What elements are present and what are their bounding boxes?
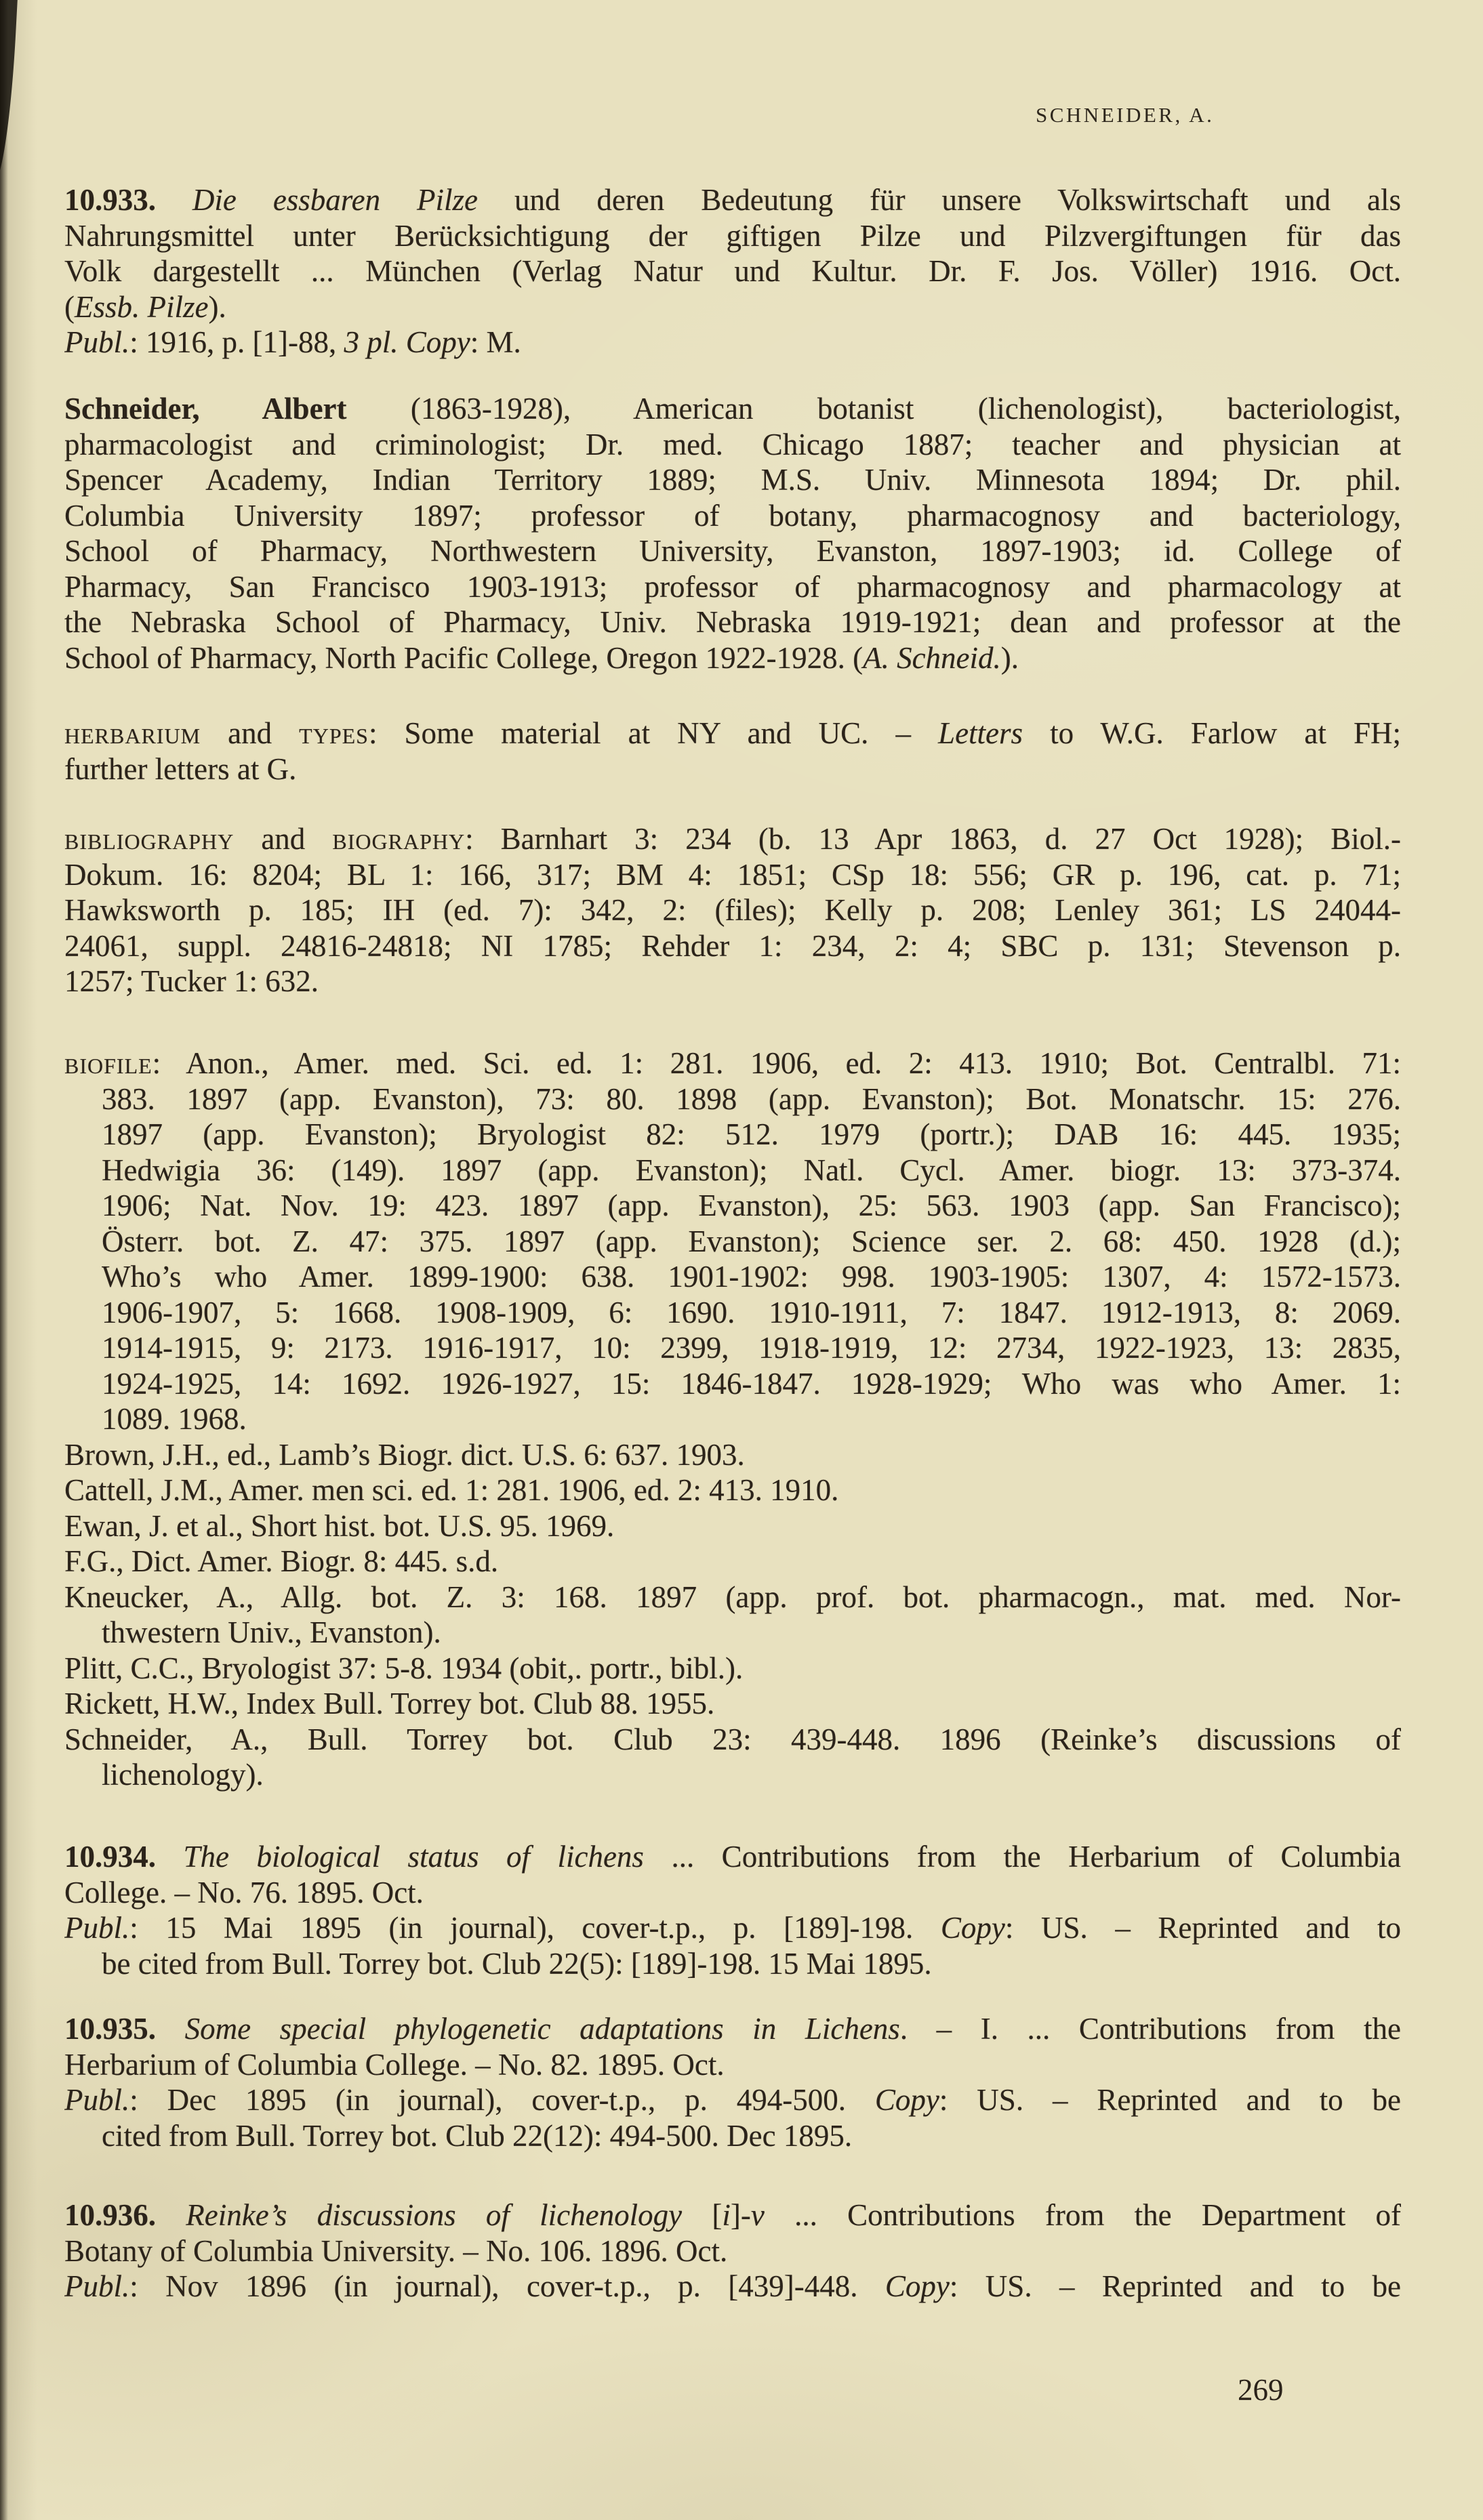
text-line: herbarium and types: Some material at NY and UC. – Letters to W.G. Farlow at FH; xyxy=(64,716,1401,750)
text-line: Kneucker, A., Allg. bot. Z. 3: 168. 1897 (app. prof. bot. pharmacogn., mat. med. Nor- xyxy=(64,1579,1401,1614)
herbarium-types-paragraph xyxy=(64,716,1401,787)
running-head: SCHNEIDER, A. xyxy=(1036,103,1215,127)
text-line: Publ.: Nov 1896 (in journal), cover-t.p., p. [439]-448. Copy: US. – Reprinted and to be xyxy=(64,2269,1401,2303)
text-line: Schneider, A., Bull. Torrey bot. Club 23: 439-448. 1896 (Reinke’s discussions of xyxy=(64,1722,1401,1756)
text-line: the Nebraska School of Pharmacy, Univ. Nebraska 1919-1921; dean and professor at the xyxy=(64,605,1401,639)
text-line: School of Pharmacy, Northwestern University, Evanston, 1897-1903; id. College of xyxy=(64,534,1401,568)
scan-edge-shadow xyxy=(0,0,8,2520)
text-line: 10.934. The biological status of lichens ... Contributions from the Herbarium of Columbia xyxy=(64,1840,1401,1874)
text-line: Rickett, H.W., Index Bull. Torrey bot. Club 88. 1955. xyxy=(64,1687,715,1720)
text-line: School of Pharmacy, North Pacific College, Oregon 1922-1928. (A. Schneid.). xyxy=(64,640,1019,675)
text-line: 1914-1915, 9: 2173. 1916-1917, 10: 2399, 1918-1919, 12: 2734, 1922-1923, 13: 2835, xyxy=(102,1331,1401,1365)
text-line: 1906; Nat. Nov. 19: 423. 1897 (app. Evanston), 25: 563. 1903 (app. San Francisco); xyxy=(102,1189,1401,1222)
text-line: lichenology). xyxy=(102,1758,264,1792)
text-line: pharmacologist and criminologist; Dr. med. Chicago 1887; teacher and physician at xyxy=(64,427,1401,461)
text-line: Publ.: 1916, p. [1]-88, 3 pl. Copy: M. xyxy=(64,325,521,359)
text-line: Herbarium of Columbia College. – No. 82. 1895. Oct. xyxy=(64,2047,725,2082)
text-line: (Essb. Pilze). xyxy=(64,289,226,324)
text-line: Publ.: Dec 1895 (in journal), cover-t.p., p. 494-500. Copy: US. – Reprinted and to be xyxy=(64,2083,1401,2117)
text-line: biofile: Anon., Amer. med. Sci. ed. 1: 281. 1906, ed. 2: 413. 1910; Bot. Centralbl. 71: xyxy=(64,1046,1401,1080)
text-line: 10.933. Die essbaren Pilze und deren Bedeutung für unsere Volkswirtschaft und als xyxy=(64,183,1401,217)
entry-10936 xyxy=(64,2197,1401,2305)
text-line: 10.935. Some special phylogenetic adaptations in Lichens. – I. ... Contributions from the xyxy=(64,2012,1401,2046)
text-line: Publ.: 15 Mai 1895 (in journal), cover-t.p., p. [189]-198. Copy: US. – Reprinted and to xyxy=(64,1911,1401,1945)
text-line: bibliography and biography: Barnhart 3: 234 (b. 13 Apr 1863, d. 27 Oct 1928); Biol.- xyxy=(64,822,1401,856)
text-line: Österr. bot. Z. 47: 375. 1897 (app. Evanston); Science ser. 2. 68: 450. 1928 (d.); xyxy=(102,1224,1401,1258)
bibliography-paragraph xyxy=(64,821,1401,999)
text-line: Columbia University 1897; professor of botany, pharmacognosy and bacteriology, xyxy=(64,498,1401,533)
text-line: further letters at G. xyxy=(64,751,297,786)
text-line: Spencer Academy, Indian Territory 1889; M.S. Univ. Minnesota 1894; Dr. phil. xyxy=(64,463,1401,497)
text-line: Brown, J.H., ed., Lamb’s Biogr. dict. U.S. 6: 637. 1903. xyxy=(64,1437,745,1472)
text-line: Ewan, J. et al., Short hist. bot. U.S. 95. 1969. xyxy=(64,1508,615,1543)
text-line: 10.936. Reinke’s discussions of lichenology [i]-v ... Contributions from the Department of xyxy=(64,2198,1401,2232)
text-line: 1089. 1968. xyxy=(102,1402,247,1436)
scan-corner-shadow xyxy=(0,0,19,184)
text-line: 1906-1907, 5: 1668. 1908-1909, 6: 1690. 1910-1911, 7: 1847. 1912-1913, 8: 2069. xyxy=(102,1295,1401,1329)
text-line: be cited from Bull. Torrey bot. Club 22(5): [189]-198. 15 Mai 1895. xyxy=(102,1946,932,1981)
text-line: 1924-1925, 14: 1692. 1926-1927, 15: 1846-1847. 1928-1929; Who was who Amer. 1: xyxy=(102,1366,1401,1401)
text-line: Hedwigia 36: (149). 1897 (app. Evanston); Natl. Cycl. Amer. biogr. 13: 373-374. xyxy=(102,1153,1401,1187)
text-line: 1897 (app. Evanston); Bryologist 82: 512. 1979 (portr.); DAB 16: 445. 1935; xyxy=(102,1117,1401,1151)
text-line: Pharmacy, San Francisco 1903-1913; professor of pharmacognosy and pharmacology at xyxy=(64,569,1401,604)
text-line: 383. 1897 (app. Evanston), 73: 80. 1898 (app. Evanston); Bot. Monatschr. 15: 276. xyxy=(102,1081,1401,1116)
text-line: College. – No. 76. 1895. Oct. xyxy=(64,1875,424,1909)
entry-10935 xyxy=(64,2011,1401,2153)
text-line: 24061, suppl. 24816-24818; NI 1785; Rehder 1: 234, 2: 4; SBC p. 131; Stevenson p. xyxy=(64,928,1401,963)
text-line: F.G., Dict. Amer. Biogr. 8: 445. s.d. xyxy=(64,1544,499,1578)
text-line: Dokum. 16: 8204; BL 1: 166, 317; BM 4: 1851; CSp 18: 556; GR p. 196, cat. p. 71; xyxy=(64,857,1401,892)
text-line: Volk dargestellt ... München (Verlag Natur und Kultur. Dr. F. Jos. Völler) 1916. Oct. xyxy=(64,254,1401,288)
text-line: Nahrungsmittel unter Berücksichtigung der giftigen Pilze und Pilzvergiftungen für das xyxy=(64,218,1401,253)
text-line: Cattell, J.M., Amer. men sci. ed. 1: 281. 1906, ed. 2: 413. 1910. xyxy=(64,1473,839,1507)
entry-10934 xyxy=(64,1839,1401,1981)
entry-10933 xyxy=(64,182,1401,360)
biography-paragraph xyxy=(64,391,1401,676)
text-line: Hawksworth p. 185; IH (ed. 7): 342, 2: (files); Kelly p. 208; Lenley 361; LS 24044- xyxy=(64,893,1401,927)
page-number: 269 xyxy=(1238,2373,1284,2407)
text-line: cited from Bull. Torrey bot. Club 22(12): 494-500. Dec 1895. xyxy=(102,2118,853,2153)
text-line: Who’s who Amer. 1899-1900: 638. 1901-1902: 998. 1903-1905: 1307, 4: 1572-1573. xyxy=(102,1260,1401,1294)
biofile-paragraph xyxy=(64,1046,1401,1793)
text-line: Botany of Columbia University. – No. 106. 1896. Oct. xyxy=(64,2233,728,2268)
text-line: Schneider, Albert (1863-1928), American botanist (lichenologist), bacteriologist, xyxy=(64,392,1401,426)
text-line: 1257; Tucker 1: 632. xyxy=(64,964,319,998)
text-line: thwestern Univ., Evanston). xyxy=(102,1615,441,1649)
text-line: Plitt, C.C., Bryologist 37: 5-8. 1934 (obit,. portr., bibl.). xyxy=(64,1651,744,1685)
